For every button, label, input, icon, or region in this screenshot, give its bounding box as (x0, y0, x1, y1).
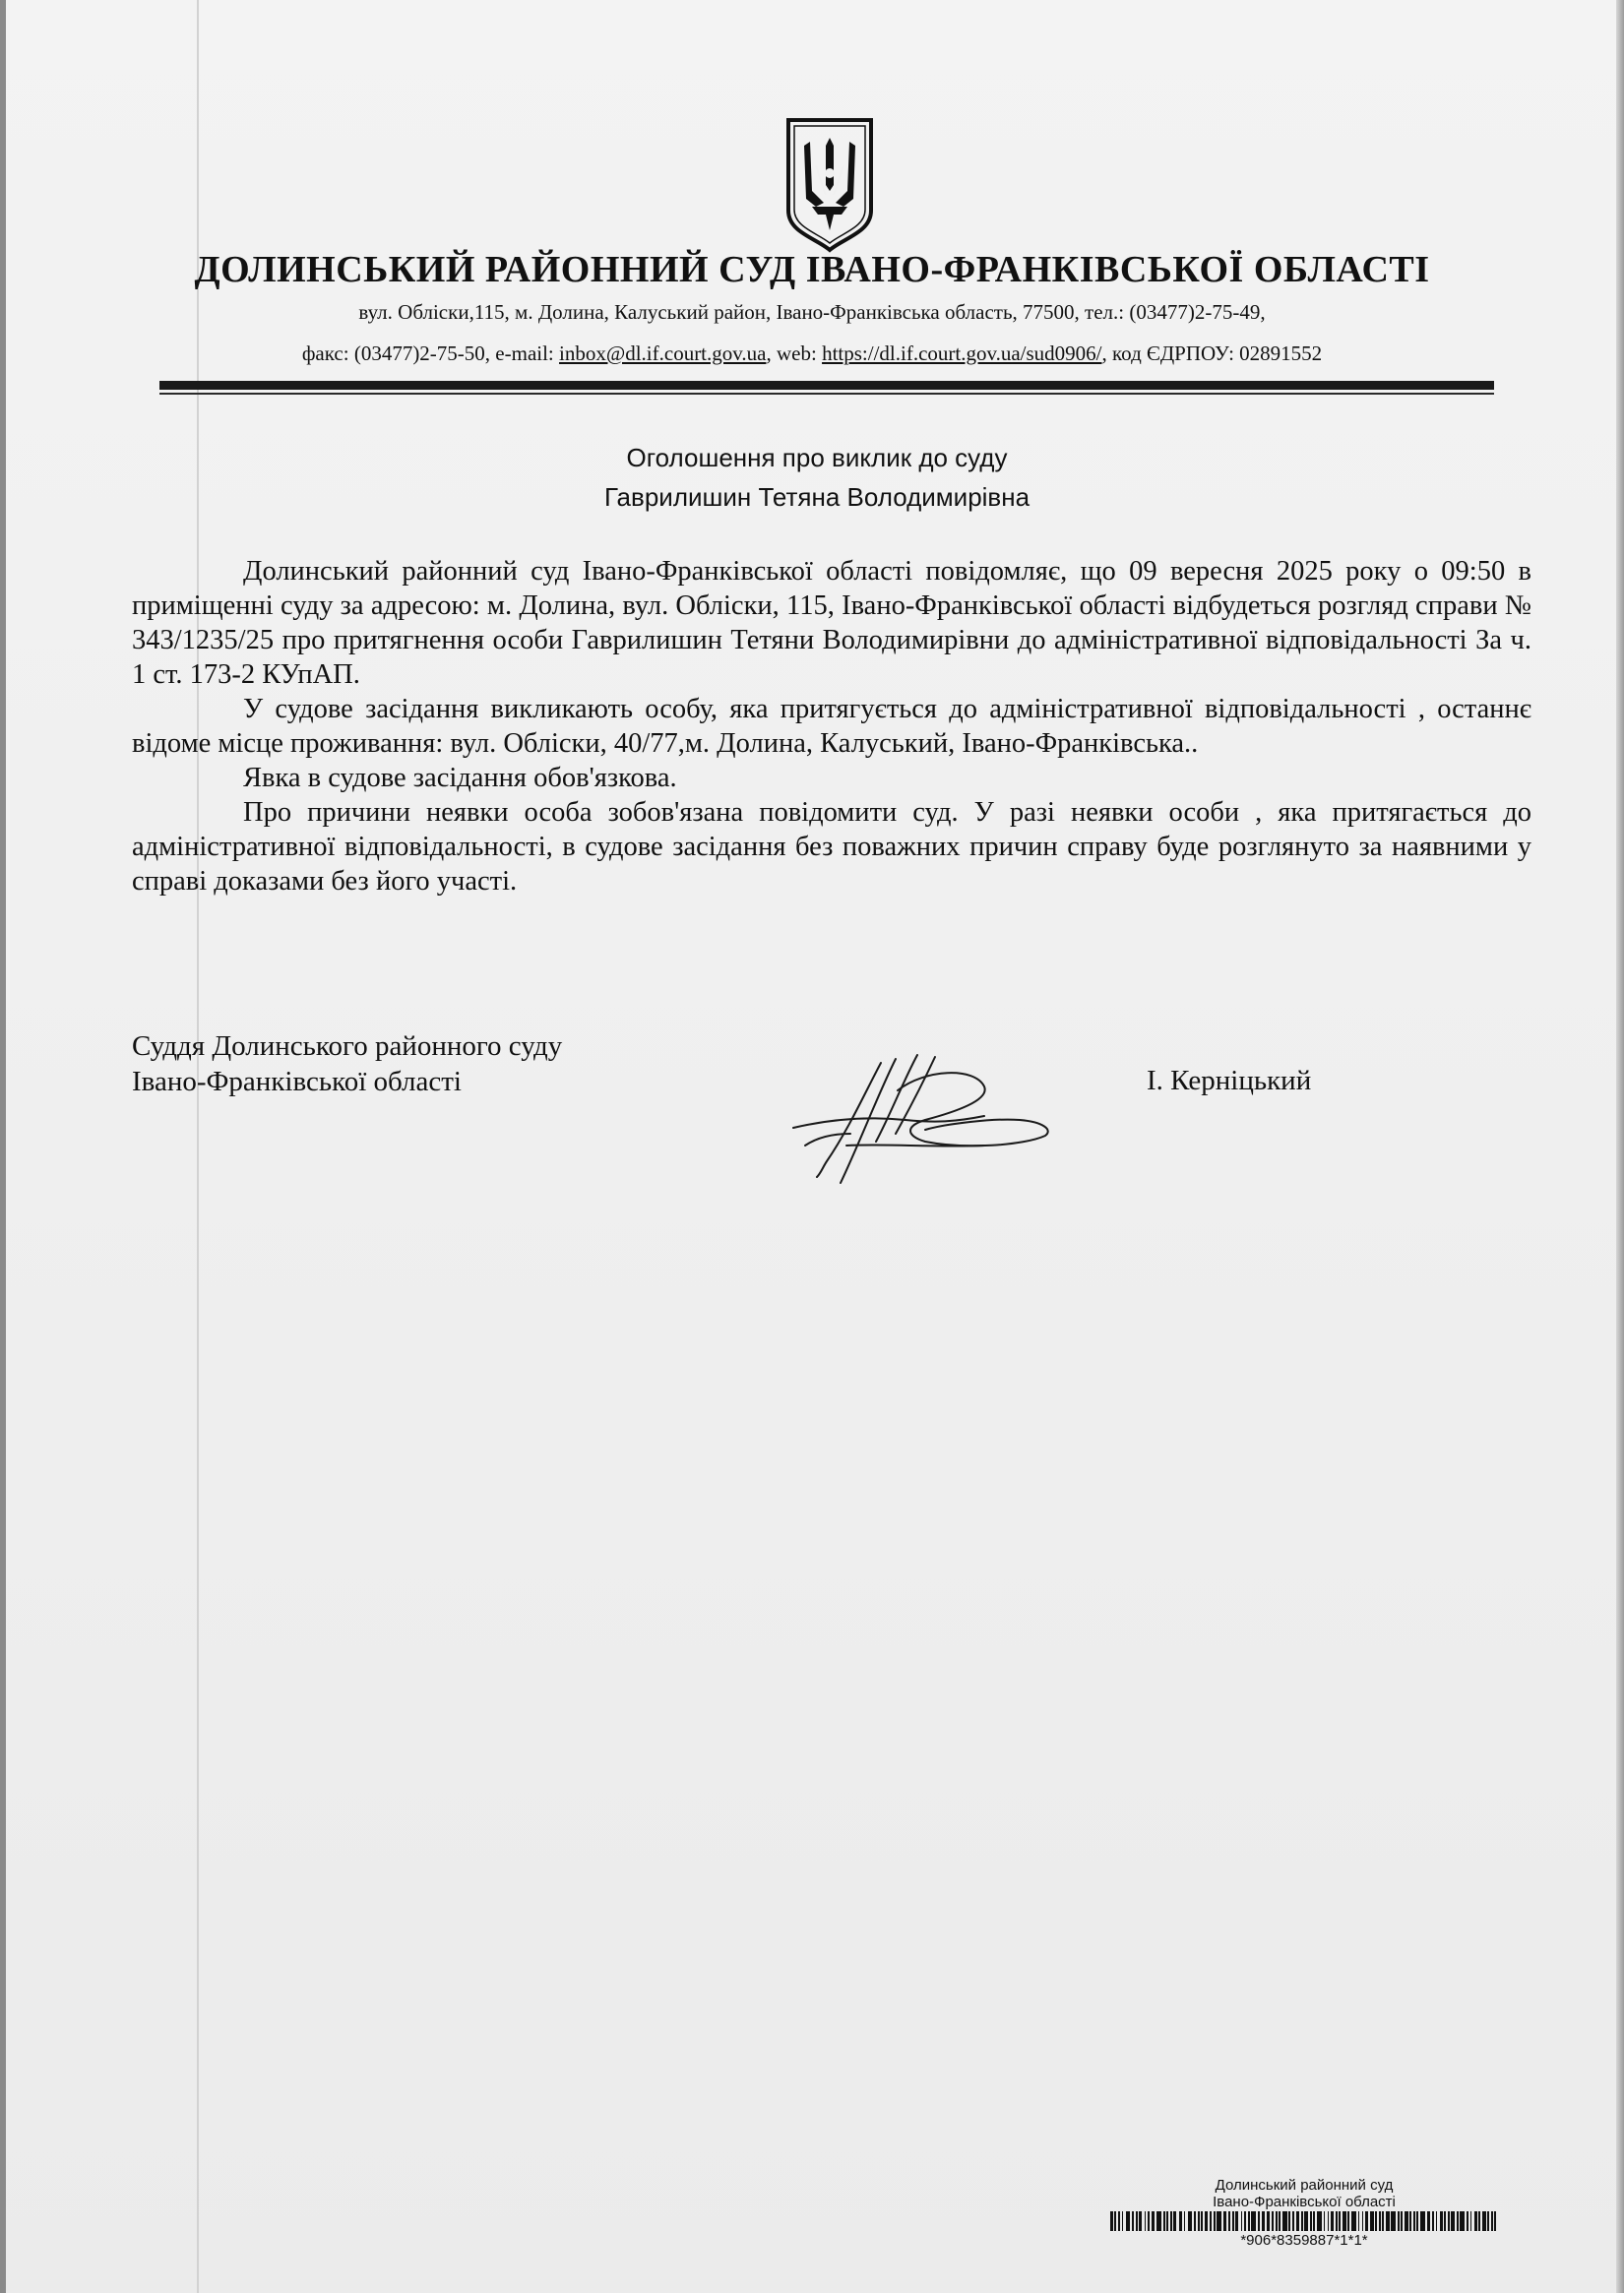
barcode-bar (1292, 2211, 1294, 2231)
barcode-bar (1258, 2211, 1260, 2231)
barcode-bar (1296, 2211, 1299, 2231)
notice-person-name: Гаврилишин Тетяна Володимирівна (603, 482, 1031, 512)
web-label: , web: (766, 341, 823, 365)
barcode-bar (1114, 2211, 1116, 2231)
ukraine-trident-emblem-icon (782, 116, 877, 254)
barcode-bar (1235, 2211, 1238, 2231)
barcode-bar (1244, 2211, 1246, 2231)
barcode-bar (1301, 2211, 1303, 2231)
barcode-bar (1122, 2211, 1124, 2231)
barcode-bar (1267, 2211, 1270, 2231)
barcode-bar (1336, 2211, 1338, 2231)
barcode-bar (1228, 2211, 1230, 2231)
body-paragraph: Долинський районний суд Івано-Франківської області повідомляє, що 09 вересня 2025 року о 09:50 в приміщенні суду за адресою: м. Долина, вул. Обліски, 115, Івано-Франківської області відбудеться розгляд справи № 343/1235/25 про притягнення особи Гаврилишин Тетяни Володимирівни до адміністративної відповідальності За ч. 1 ст. 173-2 КУпАП. (132, 556, 1531, 690)
court-title: ДОЛИНСЬКИЙ РАЙОННИЙ СУД ІВАНО-ФРАНКІВСЬКОЇ ОБЛАСТІ (194, 249, 1430, 290)
body-paragraph: Явка в судове засідання обов'язкова. (243, 763, 677, 793)
barcode-bar (1328, 2211, 1330, 2231)
barcode-bar (1184, 2211, 1186, 2231)
barcode-bar (1210, 2211, 1212, 2231)
barcode-bar (1136, 2211, 1138, 2231)
body-paragraph: У судове засідання викликають особу, яка притягується до адміністративної відповідальності , останнє відоме місце проживання: вул. Обліски, 40/77,м. Долина, Калуський, Івано-Франківська.. (132, 694, 1531, 759)
barcode-bar (1279, 2211, 1280, 2231)
barcode-number: *906*8359887*1*1* (1240, 2232, 1368, 2249)
barcode-bar (1313, 2211, 1315, 2231)
barcode-bar (1223, 2211, 1226, 2231)
registration-stamp (1073, 2177, 1535, 2249)
barcode-bar (1145, 2211, 1147, 2231)
barcode-bar (1317, 2211, 1322, 2231)
barcode-bar (1451, 2211, 1454, 2231)
barcode-bar (1324, 2211, 1326, 2231)
barcode-bar (1413, 2211, 1415, 2231)
barcode-bar (1173, 2211, 1176, 2231)
barcode-bar (1494, 2211, 1496, 2231)
barcode-bar (1272, 2211, 1274, 2231)
barcode-bar (1179, 2211, 1182, 2231)
judge-name: І. Керніцький (1147, 1065, 1312, 1096)
barcode-bar (1339, 2211, 1341, 2231)
barcode-bar (1276, 2211, 1278, 2231)
barcode-bar (1205, 2211, 1208, 2231)
barcode-bar (1478, 2211, 1480, 2231)
email-link[interactable]: inbox@dl.if.court.gov.ua (559, 341, 767, 365)
header-divider-thick (159, 381, 1494, 390)
barcode-bar (1170, 2211, 1172, 2231)
header-divider-thin (159, 393, 1494, 395)
stamp-region: Івано-Франківської області (1213, 2194, 1396, 2210)
barcode-bar (1214, 2211, 1216, 2231)
barcode-bar (1217, 2211, 1221, 2231)
barcode-bar (1474, 2211, 1477, 2231)
barcode-bar (1248, 2211, 1250, 2231)
barcode-bar (1232, 2211, 1234, 2231)
barcode-bar (1132, 2211, 1134, 2231)
barcode-bar (1470, 2211, 1472, 2231)
barcode-bar (1139, 2211, 1142, 2231)
registration-barcode (1073, 2211, 1535, 2231)
barcode-bar (1163, 2211, 1165, 2231)
barcode-bar (1351, 2211, 1356, 2231)
barcode-bar (1118, 2211, 1120, 2231)
body-paragraph: Про причини неявки особа зобов'язана повідомити суд. У разі неявки особи , яка притягається до адміністративної відповідальності, в судове засідання без поважних причин справу буде розглянуто за наявними у справі доказами без його участі. (132, 797, 1531, 897)
court-address-line: вул. Обліски,115, м. Долина, Калуський район, Івано-Франківська область, 77500, тел.: (03477)2-75-49, (358, 300, 1266, 324)
judge-position (132, 1028, 562, 1099)
barcode-bar (1152, 2211, 1155, 2231)
judge-position-line: Суддя Долинського районного суду (132, 1030, 563, 1062)
barcode-bar (1148, 2211, 1150, 2231)
barcode-bar (1362, 2211, 1364, 2231)
barcode-bar (1386, 2211, 1389, 2231)
barcode-bar (1436, 2211, 1438, 2231)
barcode-bar (1401, 2211, 1403, 2231)
barcode-bar (1460, 2211, 1465, 2231)
barcode-bar (1440, 2211, 1443, 2231)
judge-position-line: Івано-Франківської області (132, 1066, 462, 1097)
barcode-bar (1304, 2211, 1307, 2231)
barcode-bar (1251, 2211, 1256, 2231)
barcode-bar (1262, 2211, 1265, 2231)
barcode-bar (1457, 2211, 1459, 2231)
barcode-bar (1420, 2211, 1425, 2231)
barcode-bar (1416, 2211, 1418, 2231)
barcode-bar (1347, 2211, 1349, 2231)
handwritten-signature (787, 1051, 1053, 1189)
barcode-bar (1432, 2211, 1434, 2231)
barcode-bar (1194, 2211, 1196, 2231)
website-link[interactable]: https://dl.if.court.gov.ua/sud0906/ (822, 341, 1102, 365)
barcode-bar (1370, 2211, 1373, 2231)
edrpou-code: , код ЄДРПОУ: 02891552 (1101, 341, 1323, 365)
barcode-bar (1241, 2211, 1243, 2231)
fax-text: факс: (03477)2-75-50, e-mail: (301, 341, 560, 365)
stamp-court-name: Долинський районний суд (1215, 2177, 1394, 2194)
barcode-bar (1391, 2211, 1396, 2231)
barcode-bar (1375, 2211, 1377, 2231)
barcode-bar (1382, 2211, 1384, 2231)
barcode-bar (1444, 2211, 1446, 2231)
barcode-bar (1482, 2211, 1485, 2231)
barcode-bar (1448, 2211, 1450, 2231)
barcode-bar (1201, 2211, 1203, 2231)
barcode-bar (1405, 2211, 1407, 2231)
barcode-bar (1331, 2211, 1334, 2231)
barcode-bar (1110, 2211, 1113, 2231)
notice-title: Оголошення про виклик до суду (626, 443, 1008, 472)
barcode-bar (1427, 2211, 1430, 2231)
barcode-bar (1467, 2211, 1468, 2231)
barcode-bar (1288, 2211, 1290, 2231)
barcode-bar (1156, 2211, 1161, 2231)
barcode-bar (1379, 2211, 1381, 2231)
barcode-bar (1166, 2211, 1168, 2231)
barcode-bar (1398, 2211, 1400, 2231)
barcode-bar (1365, 2211, 1368, 2231)
barcode-bar (1358, 2211, 1360, 2231)
barcode-bar (1409, 2211, 1411, 2231)
notice-body (132, 554, 1531, 899)
court-contact-line (0, 341, 1624, 366)
barcode-bar (1126, 2211, 1131, 2231)
barcode-bar (1198, 2211, 1200, 2231)
barcode-bar (1343, 2211, 1345, 2231)
barcode-bar (1487, 2211, 1489, 2231)
barcode-bar (1282, 2211, 1287, 2231)
barcode-bar (1491, 2211, 1493, 2231)
barcode-bar (1188, 2211, 1193, 2231)
barcode-bar (1310, 2211, 1312, 2231)
